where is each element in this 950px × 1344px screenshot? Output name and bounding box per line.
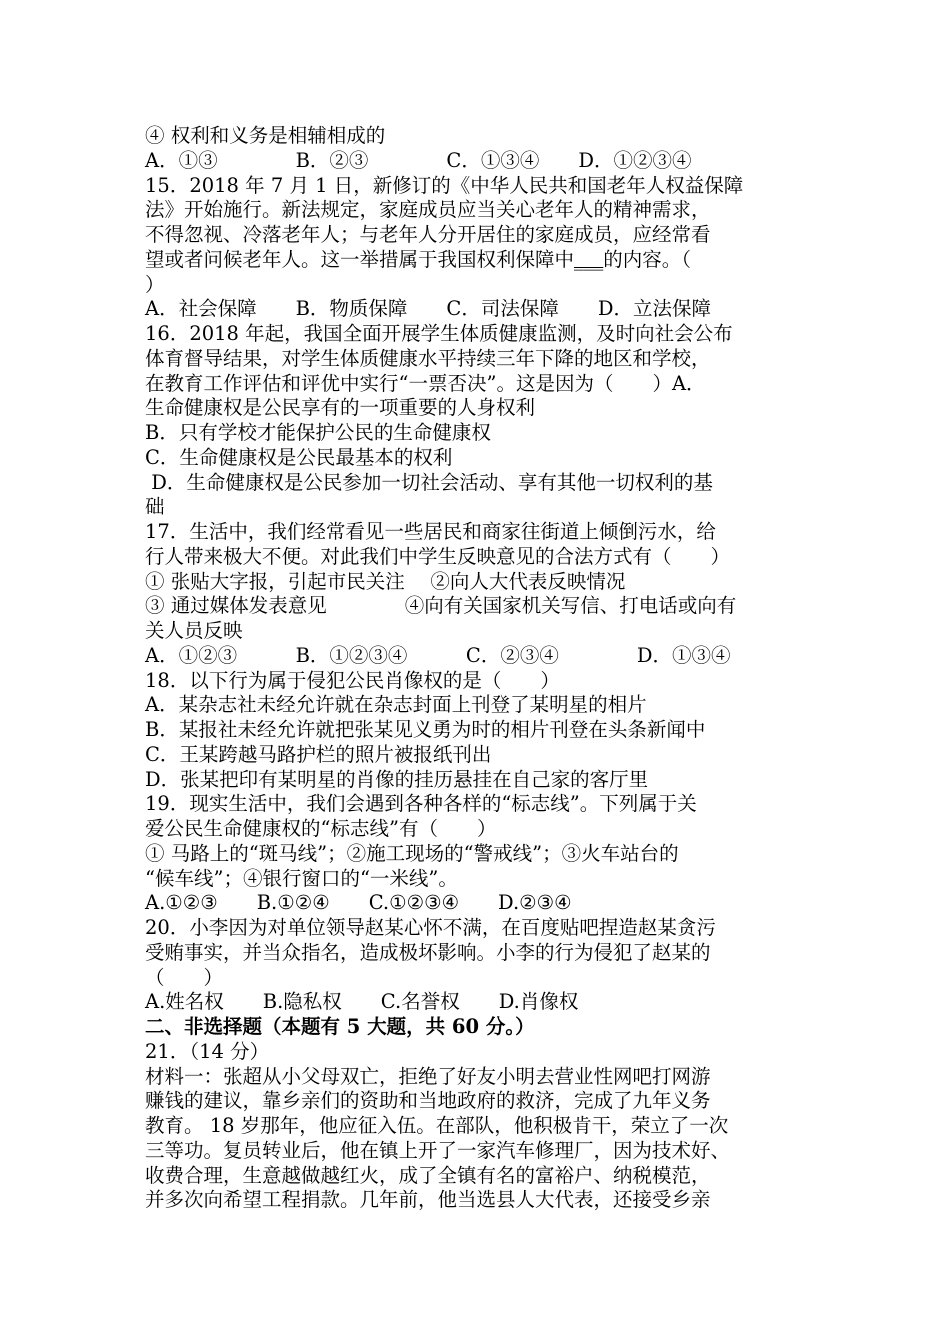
text-line: 关人员反映 xyxy=(145,619,243,642)
text-segment: 的内容。（ xyxy=(603,247,692,271)
section-heading: 二、非选择题（本题有 5 大题，共 60 分。） xyxy=(145,1015,535,1038)
material-line: 赚钱的建议，靠乡亲们的资助和当地政府的救济，完成了九年义务 xyxy=(145,1089,711,1113)
text-line: 在教育工作评估和评优中实行“一票否决”。这是因为（ ）A． xyxy=(145,371,706,395)
text-line: 础 xyxy=(145,495,165,519)
question-20-line: 20．小李因为对单位领导赵某心怀不满，在百度贴吧捏造赵某贪污 xyxy=(145,916,716,939)
answer-option: D．生命健康权是公民参加一切社会活动、享有其他一切权利的基 xyxy=(145,470,713,494)
document-body xyxy=(145,124,825,1213)
material-line: 三等功。复员转业后，他在镇上开了一家汽车修理厂，因为技术好、 xyxy=(145,1138,731,1162)
material-line: 收费合理，生意越做越红火，成了全镇有名的富裕户、纳税模范， xyxy=(145,1163,711,1187)
text-line: 爱公民生命健康权的“标志线”有（ ） xyxy=(145,817,497,840)
text-line: ① 张贴大字报，引起市民关注 ②向人大代表反映情况 xyxy=(145,569,626,593)
answer-options: A．①②③ B．①②③④ C．②③④ D．①③④ xyxy=(145,643,731,667)
answer-option: C．王某跨越马路护栏的照片被报纸刊出 xyxy=(145,742,492,766)
text-line: ④ 权利和义务是相辅相成的 xyxy=(145,124,386,147)
text-line: ③ 通过媒体发表意见 ④向有关国家机关写信、打电话或向有 xyxy=(145,594,737,618)
question-16-line: 16．2018 年起，我国全面开展学生体质健康监测，及时向社会公布 xyxy=(145,322,733,345)
text-line xyxy=(145,248,825,273)
question-21-line: 21．（14 分） xyxy=(145,1039,270,1063)
answer-options: A.①②③ B.①②④ C.①②③④ D.②③④ xyxy=(145,891,572,915)
answer-option: C．生命健康权是公民最基本的权利 xyxy=(145,445,453,469)
material-line: 教育。 18 岁那年，他应征入伍。在部队，他积极肯干，荣立了一次 xyxy=(145,1114,729,1137)
question-15-line: 15．2018 年 7 月 1 日，新修订的《中华人民共和国老年人权益保障 xyxy=(145,173,744,197)
text-line: 不得忽视、冷落老年人；与老年人分开居住的家庭成员，应经常看 xyxy=(145,223,711,246)
answer-option: D．张某把印有某明星的肖像的挂历悬挂在自己家的客厅里 xyxy=(145,767,649,791)
answer-option: A．某杂志社未经允许就在杂志封面上刊登了某明星的相片 xyxy=(145,693,647,717)
text-line: 体育督导结果，对学生体质健康水平持续三年下降的地区和学校， xyxy=(145,346,711,370)
text-line: 受贿事实，并当众指名，造成极坏影响。小李的行为侵犯了赵某的 xyxy=(145,940,711,964)
question-17-line: 17．生活中，我们经常看见一些居民和商家往街道上倾倒污水，给 xyxy=(145,520,716,543)
material-line: 并多次向希望工程捐款。几年前，他当选县人大代表，还接受乡亲 xyxy=(145,1188,711,1212)
text-line: ） xyxy=(145,272,165,296)
text-line: （ ） xyxy=(145,965,224,989)
answer-options: A.姓名权 B.隐私权 C.名誉权 D.肖像权 xyxy=(145,990,579,1014)
text-line: 行人带来极大不便。对此我们中学生反映意见的合法方式有（ ） xyxy=(145,544,731,568)
answer-options: A．①③ B．②③ C．①③④ D．①②③④ xyxy=(145,148,692,172)
text-line: “候车线”；④银行窗口的“一米线”。 xyxy=(145,866,458,890)
answer-options: A．社会保障 B．物质保障 C．司法保障 D．立法保障 xyxy=(145,297,711,321)
fill-blank: ___ xyxy=(574,247,604,271)
material-line: 材料一：张超从小父母双亡，拒绝了好友小明去营业性网吧打网游 xyxy=(145,1064,711,1088)
question-19-line: 19．现实生活中，我们会遇到各种各样的“标志线”。下列属于关 xyxy=(145,792,697,816)
text-segment: 望或者问候老年人。这一举措属于我国权利保障中 xyxy=(145,247,575,271)
text-line: 生命健康权是公民享有的一项重要的人身权利 xyxy=(145,396,536,420)
text-line: 法》开始施行。新法规定，家庭成员应当关心老年人的精神需求， xyxy=(145,198,711,222)
question-18-line: 18．以下行为属于侵犯公民肖像权的是（ ） xyxy=(145,668,560,692)
answer-option: B．某报社未经允许就把张某见义勇为时的相片刊登在头条新闻中 xyxy=(145,718,706,741)
answer-option: B．只有学校才能保护公民的生命健康权 xyxy=(145,421,491,444)
text-line: ① 马路上的“斑马线”；②施工现场的“警戒线”；③火车站台的 xyxy=(145,841,679,865)
